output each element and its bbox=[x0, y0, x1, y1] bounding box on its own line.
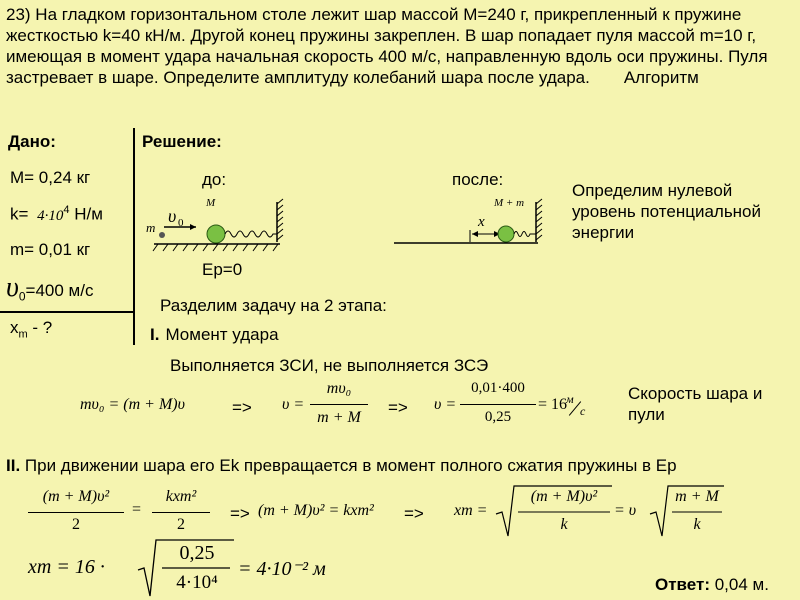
fig-v0-label: υ bbox=[168, 206, 177, 226]
before-label: до: bbox=[202, 170, 227, 189]
eq1-calc-num: 0,01·400 bbox=[471, 380, 525, 396]
given-v0 bbox=[6, 272, 93, 304]
fig-M-label: M bbox=[206, 197, 216, 209]
eq3-res: = 4·10⁻² м bbox=[238, 558, 326, 580]
note-potential: Определим нулевой уровень потенциальной энергии bbox=[572, 181, 762, 242]
stage2 bbox=[6, 456, 796, 476]
eq1-unit-num: м bbox=[566, 392, 574, 406]
eq2-root-num: (m + M)υ² bbox=[530, 488, 598, 505]
given-k bbox=[10, 204, 103, 225]
given-title: Дано: bbox=[8, 132, 56, 151]
spring-before bbox=[225, 231, 277, 237]
eq1-num: mυ₀ bbox=[326, 380, 352, 397]
given-M: М= 0,24 кг bbox=[10, 168, 91, 187]
bullet bbox=[159, 232, 165, 238]
split-text: Разделим задачу на 2 этапа: bbox=[160, 296, 387, 315]
stage1 bbox=[150, 325, 279, 345]
given-k-exp: 4 bbox=[63, 204, 70, 216]
eq3-num: 0,25 bbox=[179, 542, 215, 564]
eq1-den: m + M bbox=[317, 409, 361, 426]
eq3-den: 4·10⁴ bbox=[176, 572, 218, 593]
given-xm bbox=[10, 318, 52, 340]
eq2-rline bbox=[152, 512, 210, 513]
given-k-unit: Н/м bbox=[74, 204, 103, 224]
algorithm-link[interactable]: Алгоритм bbox=[623, 68, 699, 87]
fig-v0-sub: 0 bbox=[178, 217, 184, 229]
stage1-num: I. bbox=[150, 325, 160, 344]
eq2-eq-v: = υ bbox=[614, 502, 637, 519]
figure-after bbox=[392, 190, 552, 250]
eq2-arrow1: => bbox=[230, 504, 250, 523]
problem-text: 23) На гладком горизонтальном столе лежит шар массой М=240 г, прикрепленный к пружине жесткостью k=40 кН/м. Другой конец пружины закреплен. В шар попадает пуля массой m=10 г, имеющая в момент удара начальная скорость 400 м/с, направленную вдоль оси пружины. Пуля застревает в шаре. Определите амплитуду колебаний шара после удара. bbox=[6, 5, 768, 87]
ball-before bbox=[207, 225, 225, 243]
eq2-arrow2: => bbox=[404, 504, 424, 523]
stage1-text: Момент удара bbox=[165, 325, 279, 344]
answer bbox=[655, 575, 769, 595]
after-label: после: bbox=[452, 170, 504, 189]
eq1-arrow2: => bbox=[388, 398, 408, 417]
eq1-frac-line bbox=[310, 404, 368, 405]
given-k-prefix: k= bbox=[10, 204, 29, 224]
laws-text: Выполняется ЗСИ, не выполняется ЗСЭ bbox=[170, 356, 489, 375]
eq2-rnum: kxm² bbox=[165, 488, 197, 505]
given-k-value: 4·10 bbox=[37, 207, 64, 224]
xm-question: - ? bbox=[27, 318, 53, 337]
given-divider bbox=[0, 311, 134, 313]
note-speed: Скорость шара и пули bbox=[628, 384, 763, 424]
eq1-calc-den: 0,25 bbox=[484, 409, 512, 425]
eq2-lden: 2 bbox=[72, 516, 80, 533]
v0-symbol: υ bbox=[6, 272, 19, 303]
eq2-lnum: (m + M)υ² bbox=[42, 488, 110, 505]
fig-Mm-label: M + m bbox=[494, 197, 525, 209]
fig-x-label: x bbox=[478, 214, 485, 230]
v0-value: =400 м/с bbox=[25, 281, 94, 300]
eq2-lline bbox=[28, 512, 124, 513]
eq1-arrow1: => bbox=[232, 398, 252, 417]
xm-symbol: x bbox=[10, 318, 19, 337]
eq2-mid: (m + M)υ² = kxm² bbox=[258, 502, 374, 519]
eq1-left: mυ₀ = (m + M)υ bbox=[80, 396, 185, 413]
eq2-rden: 2 bbox=[177, 516, 185, 533]
solution-title: Решение: bbox=[142, 132, 222, 151]
given-separator bbox=[133, 128, 135, 345]
stage2-text: При движении шара его Ek превращается в момент полного сжатия пружины в Ep bbox=[24, 456, 677, 475]
eq1-calc-res: = 16 bbox=[538, 396, 568, 413]
eq1-unit-den: с bbox=[580, 404, 586, 418]
eq1-calc-v: υ = bbox=[434, 396, 457, 413]
figure-before bbox=[140, 190, 300, 265]
eq1-calc-line bbox=[460, 404, 536, 405]
problem-statement bbox=[6, 4, 796, 88]
eq3-left: xm = 16 · bbox=[28, 556, 105, 578]
answer-label: Ответ: bbox=[655, 575, 710, 594]
eq2-root2-den: k bbox=[693, 516, 701, 533]
fig-m-label: m bbox=[146, 220, 156, 235]
stage2-num: II. bbox=[6, 456, 21, 475]
eq1-v: υ = bbox=[282, 396, 305, 413]
given-m: m= 0,01 кг bbox=[10, 240, 91, 259]
eq2-root2-num: m + M bbox=[675, 488, 719, 505]
spring-after bbox=[514, 232, 536, 237]
eq2-root-den: k bbox=[560, 516, 568, 533]
xm-sub: m bbox=[18, 328, 28, 341]
ep-zero: Ep=0 bbox=[202, 260, 243, 279]
eq2-xm: xm = bbox=[454, 502, 488, 519]
ball-after bbox=[498, 226, 514, 242]
answer-value: 0,04 м. bbox=[710, 575, 769, 594]
v0-sub: 0 bbox=[18, 289, 26, 304]
